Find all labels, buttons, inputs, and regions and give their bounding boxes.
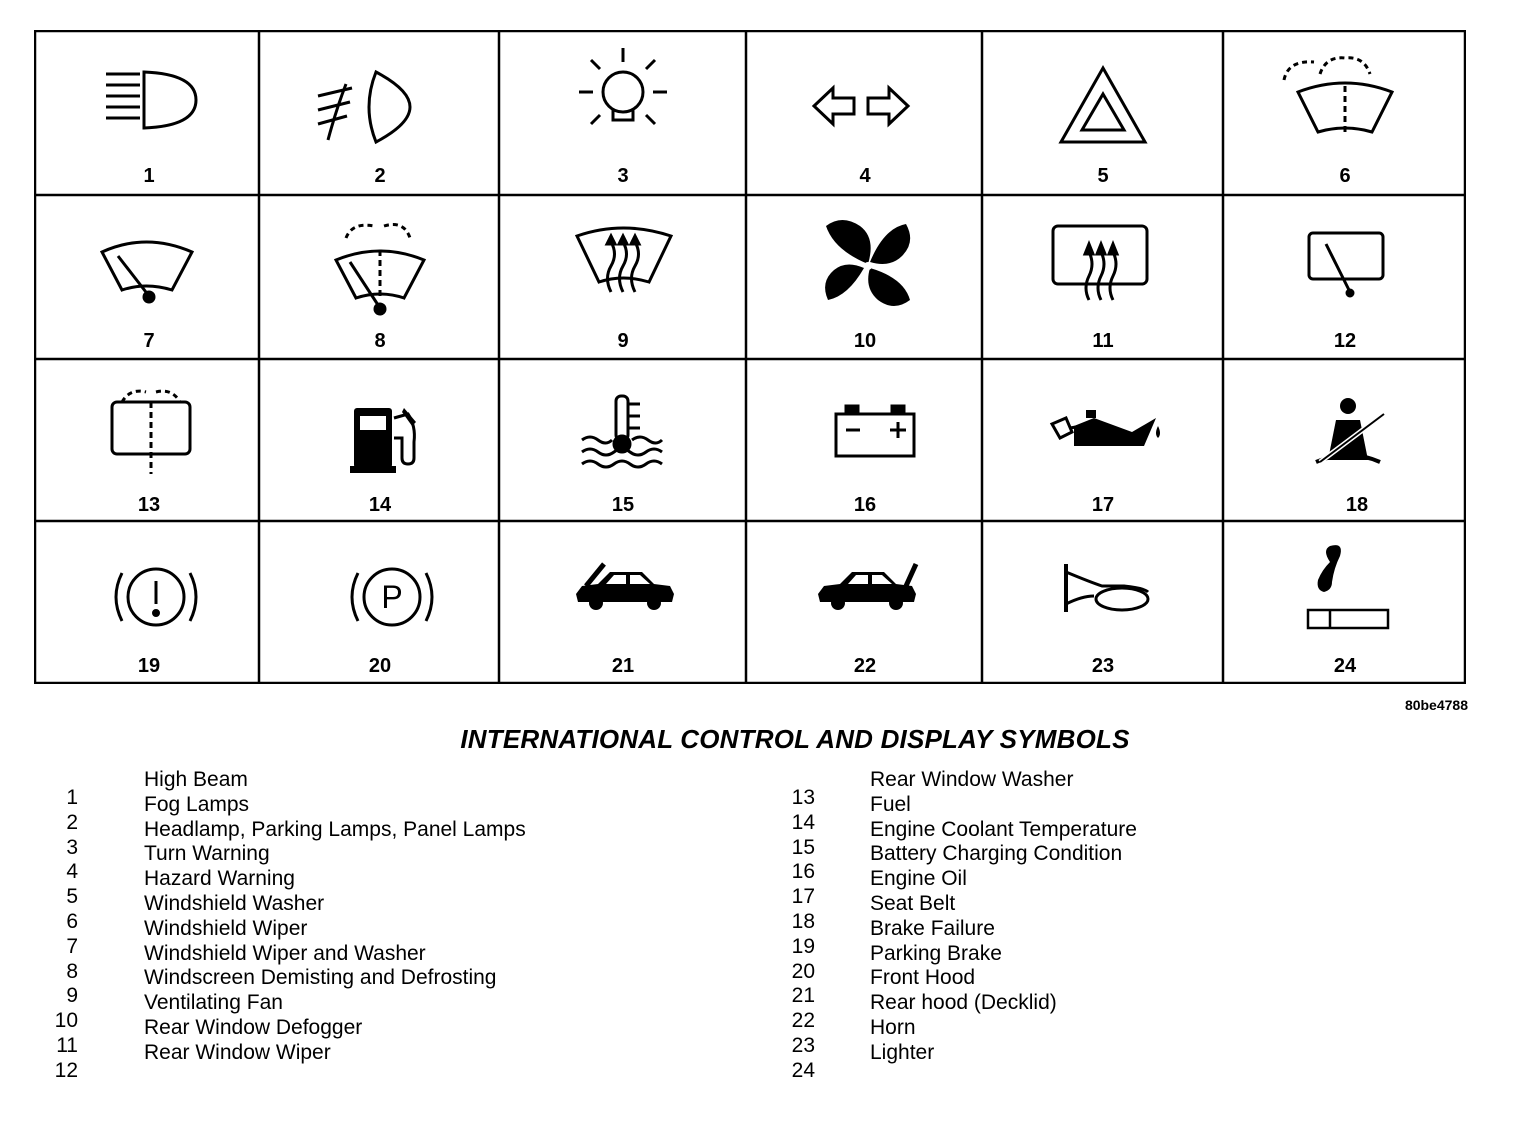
symbol-grid bbox=[34, 30, 1466, 684]
legend-item-label: Turn Warning bbox=[144, 842, 270, 866]
legend-item-number: 15 bbox=[791, 835, 815, 859]
oil-can-icon bbox=[1052, 410, 1160, 446]
cell-number: 14 bbox=[368, 494, 392, 516]
grid-lines bbox=[34, 30, 1466, 684]
brake-failure-icon bbox=[116, 569, 196, 625]
legend-item-number: 10 bbox=[54, 1009, 78, 1033]
legend-item-label: Fog Lamps bbox=[144, 792, 250, 816]
legend-item-label: Windshield Wiper bbox=[144, 916, 308, 940]
legend-item-label: Engine Coolant Temperature bbox=[870, 817, 1137, 841]
legend-item-number: 9 bbox=[66, 984, 78, 1008]
front-hood-icon bbox=[576, 564, 674, 610]
legend-item-number: 3 bbox=[66, 835, 78, 859]
legend-item-label: High Beam bbox=[144, 768, 248, 791]
lighter-icon bbox=[1308, 545, 1388, 628]
cell-number: 8 bbox=[374, 330, 386, 352]
legend-item-number: 17 bbox=[791, 885, 815, 909]
cell-number: 17 bbox=[1091, 494, 1115, 516]
cell-number: 11 bbox=[1092, 330, 1114, 352]
legend-item-label: Windshield Wiper and Washer bbox=[144, 941, 426, 965]
legend-item-label: Front Hood bbox=[870, 966, 976, 990]
fan-icon bbox=[825, 220, 910, 306]
legend-item-label: Windscreen Demisting and Defrosting bbox=[144, 966, 497, 990]
legend-item-number: 19 bbox=[791, 934, 815, 958]
cell-number: 1 bbox=[143, 165, 155, 187]
legend-item-number: 22 bbox=[791, 1009, 815, 1033]
windshield-washer-icon bbox=[1284, 58, 1392, 132]
legend-item-number: 11 bbox=[56, 1033, 78, 1057]
cell-number: 23 bbox=[1091, 655, 1115, 677]
cell-number: 9 bbox=[617, 330, 629, 352]
cell-number: 4 bbox=[859, 165, 871, 187]
fuel-pump-icon bbox=[350, 408, 416, 473]
seat-belt-icon bbox=[1316, 398, 1384, 462]
parking-brake-icon bbox=[352, 569, 432, 625]
legend-item-number: 14 bbox=[791, 810, 815, 834]
cell-number: 21 bbox=[611, 655, 635, 677]
turn-arrows-icon bbox=[814, 88, 908, 124]
cell-number: 15 bbox=[611, 494, 635, 516]
legend-item-number: 2 bbox=[66, 810, 78, 834]
windscreen-defrost-icon bbox=[577, 228, 671, 292]
cell-number: 12 bbox=[1333, 330, 1357, 352]
rear-wiper-icon bbox=[1309, 233, 1383, 296]
windshield-wiper-icon bbox=[102, 242, 192, 302]
horn-icon bbox=[1066, 564, 1148, 612]
legend-item-label: Brake Failure bbox=[870, 916, 995, 940]
legend-item-label: Fuel bbox=[870, 792, 911, 816]
legend-item-label: Parking Brake bbox=[870, 941, 1002, 965]
legend-item-number: 20 bbox=[791, 959, 815, 983]
cell-number: 6 bbox=[1339, 165, 1351, 187]
cell-number: 7 bbox=[143, 330, 155, 352]
legend-item-label: Engine Oil bbox=[870, 867, 967, 891]
rear-hood-icon bbox=[818, 564, 916, 610]
legend-item-number: 6 bbox=[66, 909, 78, 933]
legend-item-number: 24 bbox=[791, 1058, 815, 1082]
legend-item-number: 23 bbox=[791, 1033, 815, 1057]
cell-numbers bbox=[138, 165, 1368, 677]
cell-number: 18 bbox=[1345, 494, 1369, 516]
lamp-icon bbox=[579, 48, 667, 124]
hazard-triangle-icon bbox=[1061, 68, 1145, 142]
battery-icon bbox=[836, 406, 914, 456]
legend-item-label: Ventilating Fan bbox=[144, 991, 283, 1015]
legend-item-label: Rear Window Defogger bbox=[144, 1015, 363, 1039]
cell-number: 2 bbox=[374, 165, 386, 187]
wiper-washer-icon bbox=[336, 225, 424, 315]
legend-item-label: Lighter bbox=[870, 1040, 935, 1064]
rear-defogger-icon bbox=[1053, 226, 1147, 300]
cell-number: 22 bbox=[853, 655, 877, 677]
cell-number: 24 bbox=[1333, 655, 1357, 677]
legend-item-label: Rear hood (Decklid) bbox=[870, 991, 1057, 1015]
legend-item-label: Hazard Warning bbox=[144, 867, 295, 891]
legend-item-number: 5 bbox=[66, 885, 78, 909]
legend-item-label: Rear Window Wiper bbox=[144, 1040, 331, 1064]
cell-number: 13 bbox=[137, 494, 161, 516]
fog-lamp-icon bbox=[318, 72, 410, 142]
legend-item-number: 21 bbox=[791, 984, 815, 1008]
legend-item-number: 7 bbox=[66, 934, 78, 958]
legend-item-number: 13 bbox=[791, 786, 815, 809]
svg-text:P: P bbox=[381, 579, 403, 615]
figure-code: 80be4788 bbox=[1404, 697, 1468, 713]
legend-item-number: 16 bbox=[791, 860, 815, 884]
legend-item-number: 4 bbox=[66, 860, 78, 884]
legend-item-label: Headlamp, Parking Lamps, Panel Lamps bbox=[144, 817, 526, 841]
cell-number: 19 bbox=[137, 655, 161, 677]
legend-item-number: 1 bbox=[66, 786, 78, 809]
legend-item-number: 8 bbox=[66, 959, 78, 983]
legend-item-label: Battery Charging Condition bbox=[870, 842, 1123, 866]
legend-item-label: Rear Window Washer bbox=[870, 768, 1074, 791]
cell-number: 5 bbox=[1097, 165, 1109, 187]
legend-item-label: Windshield Washer bbox=[144, 891, 325, 915]
page-title: INTERNATIONAL CONTROL AND DISPLAY SYMBOLS bbox=[460, 724, 1130, 754]
cell-number: 16 bbox=[853, 494, 877, 516]
cell-number: 10 bbox=[853, 330, 877, 352]
legend-item-label: Seat Belt bbox=[870, 891, 956, 915]
high-beam-icon bbox=[106, 72, 196, 128]
legend-item-label: Horn bbox=[870, 1015, 916, 1039]
cell-number: 3 bbox=[617, 165, 629, 187]
coolant-temp-icon bbox=[582, 396, 662, 467]
rear-washer-icon bbox=[112, 391, 190, 474]
legend-item-number: 12 bbox=[54, 1058, 78, 1082]
cell-number: 20 bbox=[368, 655, 392, 677]
legend-item-number: 18 bbox=[791, 909, 815, 933]
